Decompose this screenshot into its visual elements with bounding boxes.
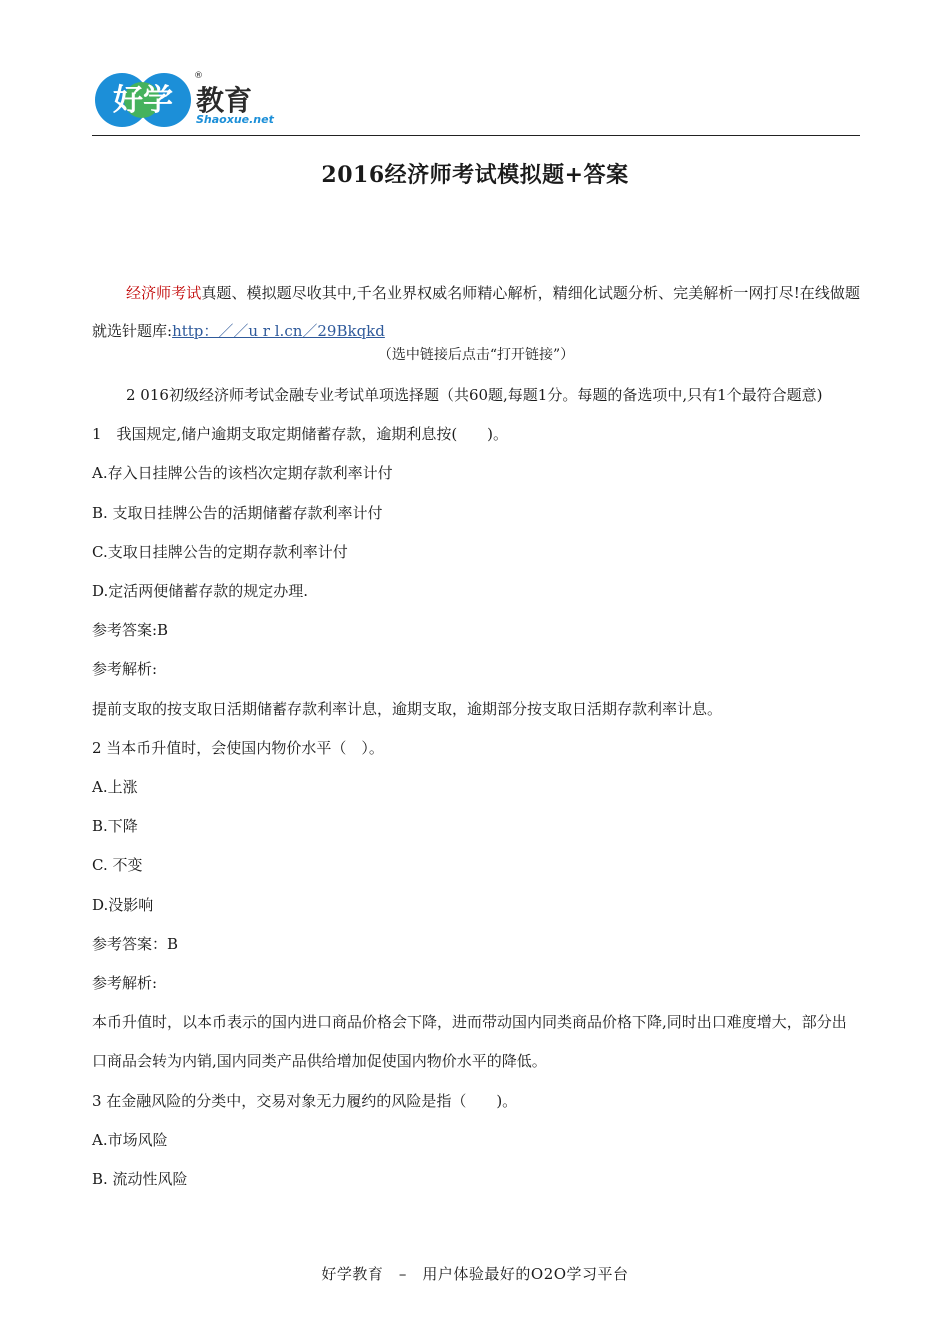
content-line: A.存入日挂牌公告的该档次定期存款利率计付 [92, 464, 393, 483]
content-line: 参考答案：B [92, 934, 179, 953]
content-line: D.定活两便储蓄存款的规定办理. [92, 582, 309, 601]
content-line: 提前支取的按支取日活期储蓄存款利率计息，逾期支取，逾期部分按支取日活期存款利率计息。 [92, 699, 723, 718]
content-line: B. 支取日挂牌公告的活期储蓄存款利率计付 [92, 503, 383, 522]
logo-registered-mark: ® [194, 71, 203, 81]
content-line: A.上涨 [92, 778, 138, 797]
content-line: B. 流动性风险 [92, 1170, 188, 1189]
intro-text: 真题、模拟题尽收其中,千名业界权威名师精心解析，精细化试题分析、完美解析一网打尽!在线做题就选针题库: [92, 284, 860, 340]
content-line: 2 当本币升值时，会使国内物价水平（ ）。 [92, 738, 384, 757]
intro-paragraph [92, 274, 860, 350]
content-line: 3 在金融风险的分类中，交易对象无力履约的风险是指（ )。 [92, 1091, 518, 1110]
question-bank-link[interactable]: http：／／u r l.cn／29Bkqkd [172, 322, 385, 340]
logo-brand-suffix: 教育 [196, 84, 253, 117]
logo-brand: 好学 [113, 83, 173, 118]
content-line: 本币升值时，以本币表示的国内进口商品价格会下降，进而带动国内同类商品价格下降,同时出口难度增大，部分出口商品会转为内销,国内同类产品供给增加促使国内物价水平的降低。 [92, 1013, 847, 1071]
content-line: 2 016初级经济师考试金融专业考试单项选择题（共60题,每题1分。每题的备选项中,只有1个最符合题意) [126, 386, 823, 404]
content-line: A.市场风险 [92, 1130, 168, 1149]
link-hint: （选中链接后点击“打开链接”） [377, 347, 575, 363]
question-content [92, 376, 860, 1199]
content-line: 参考解析: [92, 974, 158, 993]
content-line: 参考答案:B [92, 621, 169, 640]
header-divider [92, 135, 860, 136]
logo-site: Shaoxue.net [196, 113, 274, 126]
content-line: 参考解析: [92, 660, 158, 679]
haoxue-logo [92, 60, 282, 140]
content-line: C.支取日挂牌公告的定期存款利率计付 [92, 542, 348, 561]
content-line: D.没影响 [92, 895, 154, 914]
page-footer: 好学教育 – 用户体验最好的O2O学习平台 [321, 1265, 629, 1283]
content-line: C. 不变 [92, 856, 143, 875]
content-line: B.下降 [92, 817, 138, 836]
document-title: 2016经济师考试模拟题+答案 [321, 162, 629, 188]
content-line: 1 我国规定,储户逾期支取定期储蓄存款，逾期利息按( )。 [92, 425, 509, 444]
promo-link[interactable]: 经济师考试 [126, 284, 202, 302]
